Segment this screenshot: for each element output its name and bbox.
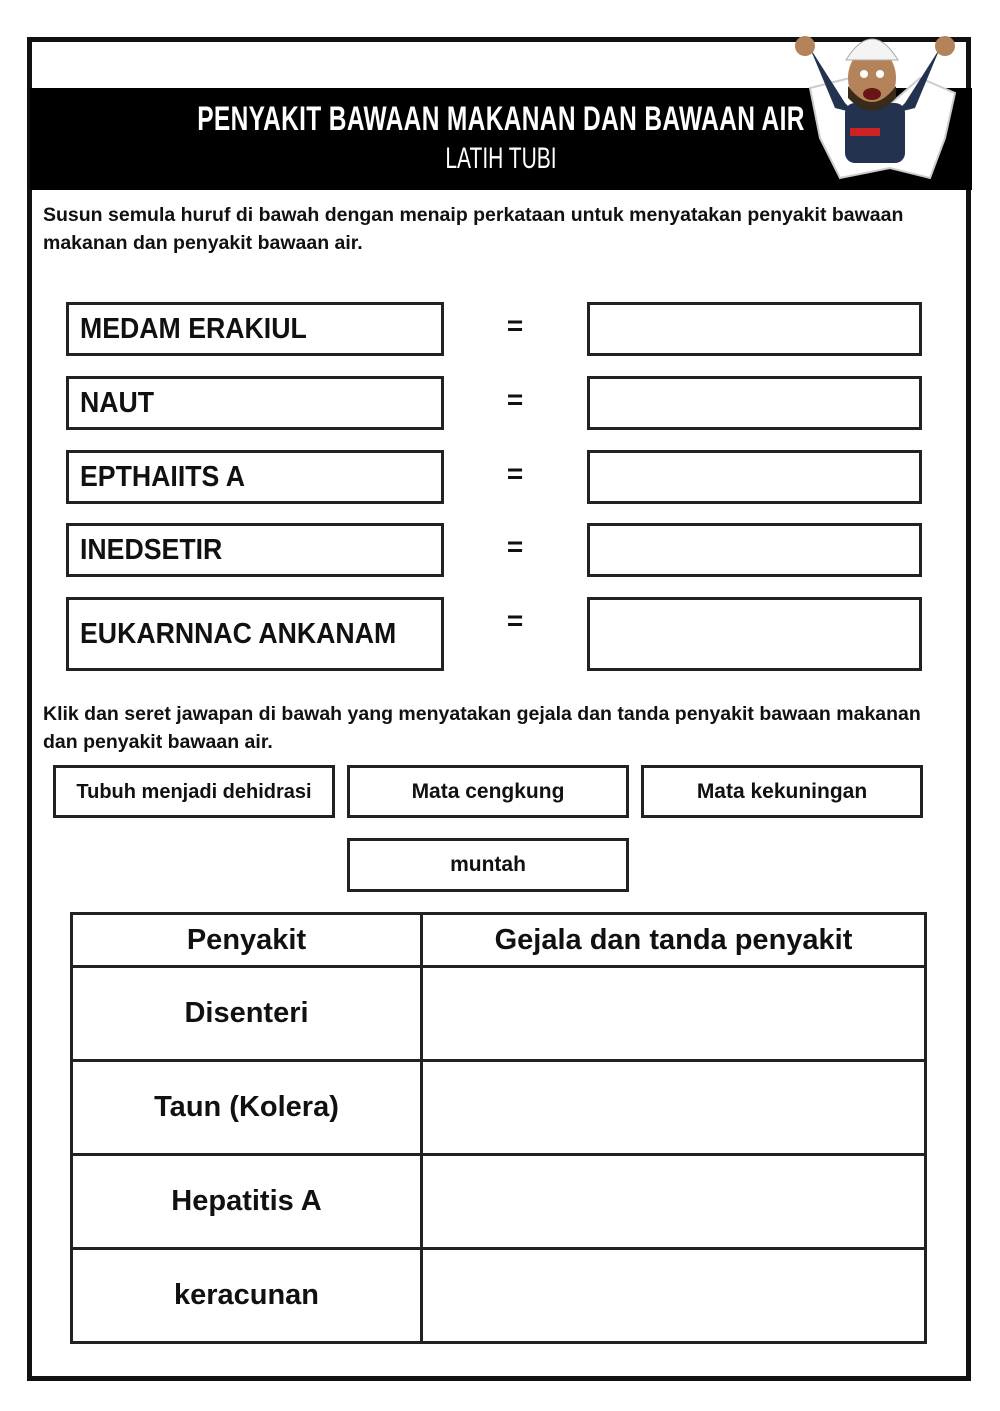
- drop-zone[interactable]: [422, 1061, 926, 1155]
- disease-cell: keracunan: [72, 1249, 422, 1343]
- answer-input[interactable]: [587, 302, 922, 356]
- answer-chip[interactable]: Tubuh menjadi dehidrasi: [53, 765, 335, 818]
- answer-chip[interactable]: muntah: [347, 838, 629, 892]
- equals-sign: =: [506, 310, 524, 341]
- table-row: [72, 1249, 926, 1343]
- table-header-row: [72, 914, 926, 967]
- drop-zone[interactable]: [422, 967, 926, 1061]
- equals-sign: =: [506, 605, 524, 636]
- section1-instruction: Susun semula huruf di bawah dengan menaip perkataan untuk menyatakan penyakit bawaan makanan dan penyakit bawaan air.: [43, 204, 904, 254]
- drop-zone[interactable]: [422, 1155, 926, 1249]
- scrambled-word-box: [66, 376, 444, 430]
- cartoon-avatar-icon: [780, 18, 970, 183]
- scrambled-word-box: [66, 597, 444, 671]
- answer-input[interactable]: [587, 597, 922, 671]
- symptoms-table: [70, 912, 927, 1344]
- disease-cell: Disenteri: [72, 967, 422, 1061]
- column-header: Penyakit: [72, 914, 422, 967]
- scrambled-word-box: [66, 302, 444, 356]
- answer-chip[interactable]: Mata kekuningan: [641, 765, 923, 818]
- scrambled-word-box: [66, 523, 444, 577]
- table-row: [72, 967, 926, 1061]
- scrambled-word: EUKARNNAC ANKANAM: [80, 618, 397, 650]
- table-row: [72, 1155, 926, 1249]
- table-row: [72, 1061, 926, 1155]
- scrambled-word: MEDAM ERAKIUL: [80, 313, 307, 345]
- column-header: Gejala dan tanda penyakit: [422, 914, 926, 967]
- scrambled-word-box: [66, 450, 444, 504]
- equals-sign: =: [506, 531, 524, 562]
- answer-input[interactable]: [587, 450, 922, 504]
- answer-input[interactable]: [587, 523, 922, 577]
- disease-cell: Taun (Kolera): [72, 1061, 422, 1155]
- scrambled-word: INEDSETIR: [80, 534, 223, 566]
- equals-sign: =: [506, 384, 524, 415]
- page-subtitle: LATIH TUBI: [445, 142, 557, 175]
- section2-instruction: Klik dan seret jawapan di bawah yang menyatakan gejala dan tanda penyakit bawaan makanan dan penyakit bawaan air.: [43, 703, 921, 753]
- drop-zone[interactable]: [422, 1249, 926, 1343]
- answer-chip[interactable]: Mata cengkung: [347, 765, 629, 818]
- page-title: PENYAKIT BAWAAN MAKANAN DAN BAWAAN AIR: [197, 100, 805, 138]
- scrambled-word: NAUT: [80, 387, 155, 419]
- disease-cell: Hepatitis A: [72, 1155, 422, 1249]
- answer-input[interactable]: [587, 376, 922, 430]
- scrambled-word: EPTHAIITS A: [80, 461, 246, 493]
- equals-sign: =: [506, 458, 524, 489]
